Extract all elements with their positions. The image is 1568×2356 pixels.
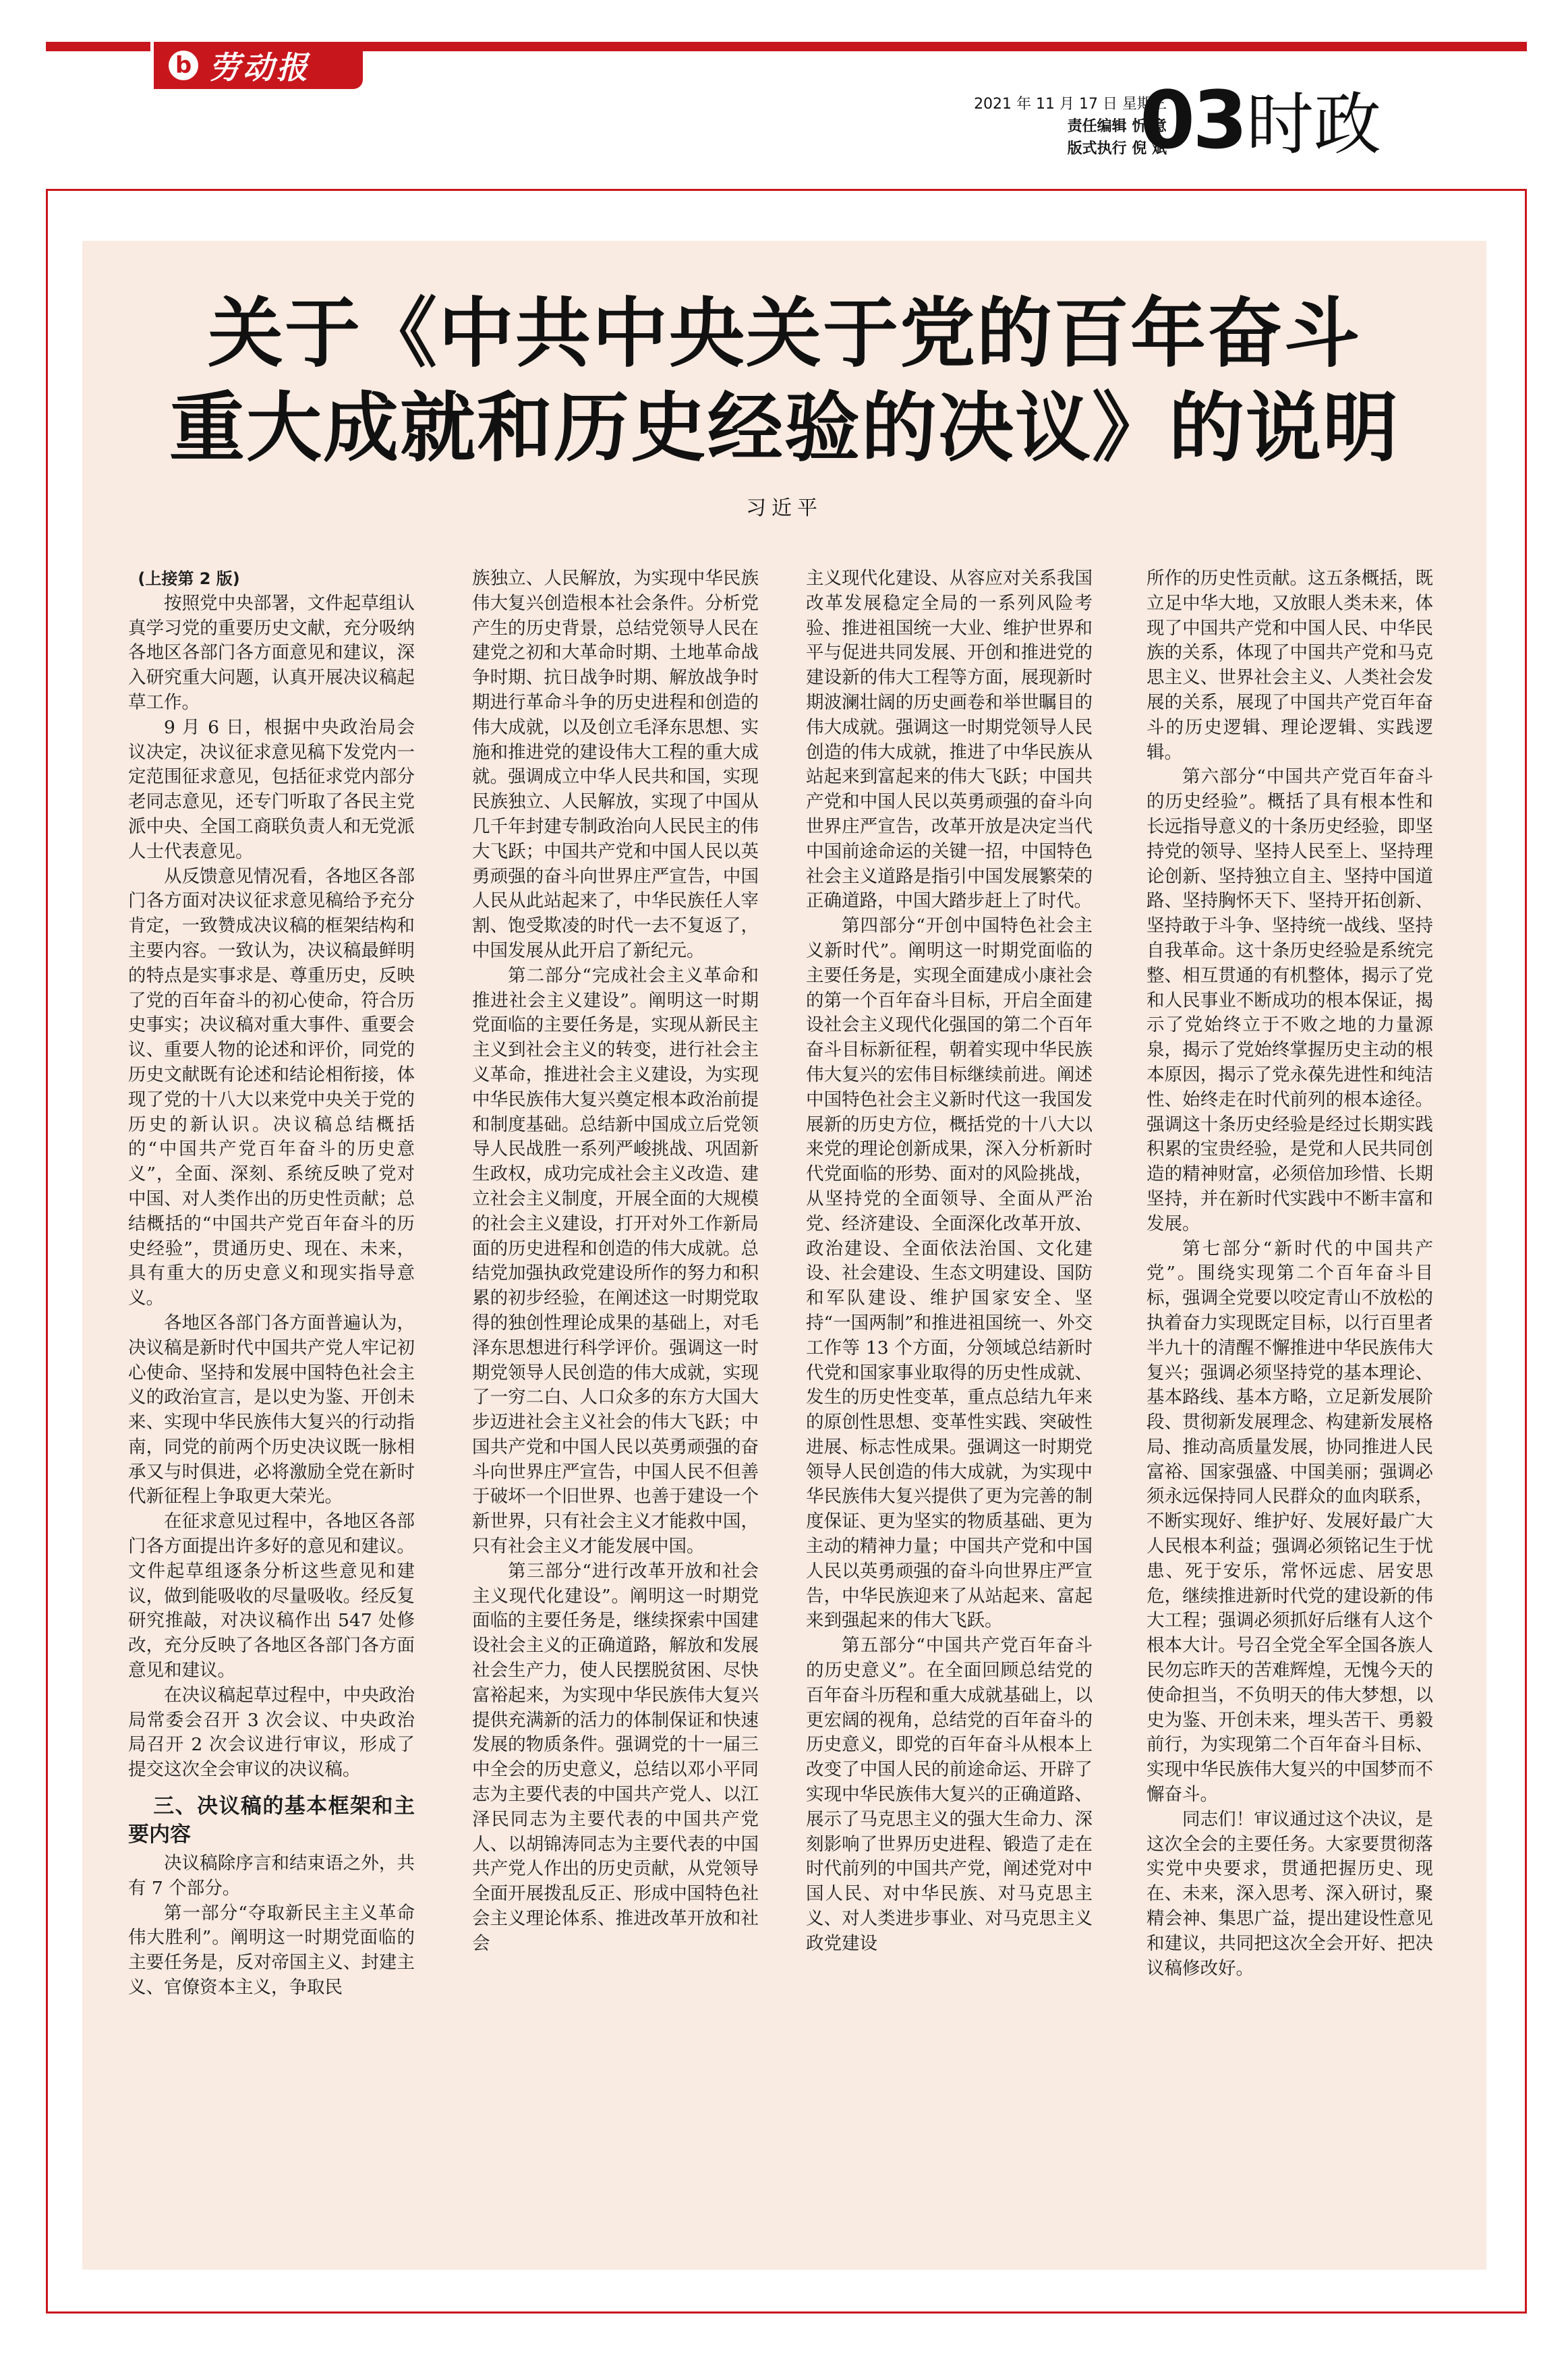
paragraph: 9 月 6 日，根据中央政治局会议决定，决议征求意见稿下发党内一定范围征求意见，包括征求党内部分老同志意见，还专门听取了各民主党派中央、全国工商联负责人和无党派人士代表意见。 [128,716,415,862]
issue-info [944,93,1167,160]
paragraph: 同志们！审议通过这个决议，是这次全会的主要任务。大家要贯彻落实党中央要求，贯通把握历史、现在、未来，深入思考、深入研讨，聚精会神、集思广益，提出建设性意见和建议，共同把这次全会开好、把决议稿修改好。 [1146,1808,1433,1979]
article-column-3 [806,567,1093,2226]
paragraph: 所作的历史性贡献。这五条概括，既立足中华大地，又放眼人类未来，体现了中国共产党和中国人民、中华民族的关系，体现了中国共产党和马克思主义、世界社会主义、人类社会发展的关系，展现了中国共产党百年奋斗的历史逻辑、理论逻辑、实践逻辑。 [1146,568,1433,763]
page-number: 03 [1140,74,1246,167]
article-title-line2: 重大成就和历史经验的决议》的说明 [169,384,1399,472]
responsible-editor: 责任编辑 忻 意 [1067,118,1167,135]
logo-text: 劳动报 [209,49,310,86]
paragraph: 从反馈意见情况看，各地区各部门各方面对决议征求意见稿给予充分肯定，一致赞成决议稿的框架结构和主要内容。一致认为，决议稿最鲜明的特点是实事求是、尊重历史，反映了党的百年奋斗的初心使命，符合历史事实；决议稿对重大事件、重要会议、重要人物的论述和评价，同党的历史文献既有论述和结论相衔接，体现了党的十八大以来党中央关于党的历史的新认识。决议稿总结概括的“中国共产党百年奋斗的历史意义”，全面、深刻、系统反映了党对中国、对人类作出的历史性贡献；总结概括的“中国共产党百年奋斗的历史经验”，贯通历史、现在、未来，具有重大的历史意义和现实指导意义。 [128,865,415,1309]
paragraph: 主义现代化建设、从容应对关系我国改革发展稳定全局的一系列风险考验、推进祖国统一大业、维护世界和平与促进共同发展、开创和推进党的建设新的伟大工程等方面，展现新时期波澜壮阔的历史画卷和举世瞩目的伟大成就。强调这一时期党领导人民创造的伟大成就，推进了中华民族从站起来到富起来的伟大飞跃；中国共产党和中国人民以英勇顽强的奋斗向世界庄严宣告，改革开放是决定当代中国前途命运的关键一招，中国特色社会主义道路是指引中国发展繁荣的正确道路，中国大踏步赶上了时代。 [806,568,1093,912]
section-name: 时政 [1246,85,1381,164]
paragraph: 第五部分“中国共产党百年奋斗的历史意义”。在全面回顾总结党的百年奋斗历程和重大成就基础上，以更宏阔的视角，总结党的百年奋斗的历史意义，即党的百年奋斗从根本上改变了中国人民的前途命运、开辟了实现中华民族伟大复兴的正确道路、展示了马克思主义的强大生命力、深刻影响了世界历史进程、锻造了走在时代前列的中国共产党，阐述党对中国人民、对中华民族、对马克思主义、对人类进步事业、对马克思主义政党建设 [806,1635,1093,1954]
top-rule-right [363,42,1527,51]
paragraph: 决议稿除序言和结束语之外，共有 7 个部分。 [128,1853,415,1899]
logo-icon: b [169,51,198,80]
continued-note: (上接第 2 版) [138,569,240,588]
paragraph: 第一部分“夺取新民主主义革命伟大胜利”。阐明这一时期党面临的主要任务是，反对帝国主义、封建主义、官僚资本主义，争取民 [128,1902,415,1999]
paragraph: 按照党中央部署，文件起草组认真学习党的重要历史文献，充分吸纳各地区各部门各方面意见和建议，深入研究重大问题，认真开展决议稿起草工作。 [128,592,415,713]
paragraph: 各地区各部门各方面普遍认为，决议稿是新时代中国共产党人牢记初心使命、坚持和发展中国特色社会主义的政治宣言，是以史为鉴、开创未来、实现中华民族伟大复兴的行动指南，同党的前两个历史决议既一脉相承又与时俱进，必将激励全党在新时代新征程上争取更大荣光。 [128,1312,415,1507]
paragraph: 第二部分“完成社会主义革命和推进社会主义建设”。阐明这一时期党面临的主要任务是，实现从新民主主义到社会主义的转变，进行社会主义革命，推进社会主义建设，为实现中华民族伟大复兴奠定根本政治前提和制度基础。总结新中国成立后党领导人民战胜一系列严峻挑战、巩固新生政权，成功完成社会主义改造、建立社会主义制度，开展全面的大规模的社会主义建设，打开对外工作新局面的历史进程和创造的伟大成就。总结党加强执政党建设所作的努力和积累的初步经验，在阐述这一时期党取得的独创性理论成果的基础上，对毛泽东思想进行科学评价。强调这一时期党领导人民创造的伟大成就，实现了一穷二白、人口众多的东方大国大步迈进社会主义社会的伟大飞跃；中国共产党和中国人民以英勇顽强的奋斗向世界庄严宣告，中国人民不但善于破坏一个旧世界、也善于建设一个新世界，只有社会主义才能救中国，只有社会主义才能发展中国。 [472,965,759,1557]
section-heading: 三、决议稿的基本框架和主要内容 [128,1794,415,1847]
article-author: 习近平 [746,496,823,520]
article-column-4 [1146,567,1433,2226]
newspaper-logo [154,42,363,89]
paragraph: 第七部分“新时代的中国共产党”。围绕实现第二个百年奋斗目标，强调全党要以咬定青山不放松的执着奋力实现既定目标，以行百里者半九十的清醒不懈推进中华民族伟大复兴；强调必须坚持党的基本理论、基本路线、基本方略，立足新发展阶段、贯彻新发展理念、构建新发展格局、推动高质量发展，协同推进人民富裕、国家强盛、中国美丽；强调必须永远保持同人民群众的血肉联系，不断实现好、维护好、发展好最广大人民根本利益；强调必须铭记生于忧患、死于安乐，常怀远虑、居安思危，继续推进新时代党的建设新的伟大工程；强调必须抓好后继有人这个根本大计。号召全党全军全国各族人民勿忘昨天的苦难辉煌，无愧今天的使命担当，不负明天的伟大梦想，以史为鉴、开创未来，埋头苦干、勇毅前行，为实现第二个百年奋斗目标、实现中华民族伟大复兴的中国梦而不懈奋斗。 [1146,1238,1433,1806]
article-column-2 [472,567,759,2226]
paragraph: 在决议稿起草过程中，中央政治局常委会召开 3 次会议、中央政治局召开 2 次会议进行审议，形成了提交这次全会审议的决议稿。 [128,1684,415,1781]
paragraph: 族独立、人民解放，为实现中华民族伟大复兴创造根本社会条件。分析党产生的历史背景，总结党领导人民在建党之初和大革命时期、土地革命战争时期、抗日战争时期、解放战争时期进行革命斗争的历史进程和创造的伟大成就，以及创立毛泽东思想、实施和推进党的建设伟大工程的重大成就。强调成立中华人民共和国，实现民族独立、人民解放，实现了中国从几千年封建专制政治向人民民主的伟大飞跃；中国共产党和中国人民以英勇顽强的奋斗向世界庄严宣告，中国人民从此站起来了，中华民族任人宰割、饱受欺凌的时代一去不复返了，中国发展从此开启了新纪元。 [472,568,759,961]
paragraph: 第六部分“中国共产党百年奋斗的历史经验”。概括了具有根本性和长远指导意义的十条历史经验，即坚持党的领导、坚持人民至上、坚持理论创新、坚持独立自主、坚持中国道路、坚持胸怀天下、坚持开拓创新、坚持敢于斗争、坚持统一战线、坚持自我革命。这十条历史经验是系统完整、相互贯通的有机整体，揭示了党和人民事业不断成功的根本保证，揭示了党始终立于不败之地的力量源泉，揭示了党始终掌握历史主动的根本原因，揭示了党永葆先进性和纯洁性、始终走在时代前列的根本途径。强调这十条历史经验是经过长期实践积累的宝贵经验，是党和人民共同创造的精神财富，必须倍加珍惜、长期坚持，并在新时代实践中不断丰富和发展。 [1146,766,1433,1234]
paragraph: 在征求意见过程中，各地区各部门各方面提出许多好的意见和建议。文件起草组逐条分析这些意见和建议，做到能吸收的尽量吸收。经反复研究推敲，对决议稿作出 547 处修改，充分反映了各地区各部门各方面意见和建议。 [128,1511,415,1682]
issue-date: 2021 年 11 月 17 日 星期三 [974,96,1167,113]
paragraph: 第四部分“开创中国特色社会主义新时代”。阐明这一时期党面临的主要任务是，实现全面建成小康社会的第一个百年奋斗目标，开启全面建设社会主义现代化强国的第二个百年奋斗目标新征程，朝着实现中华民族伟大复兴的宏伟目标继续前进。阐述中国特色社会主义新时代这一我国发展新的历史方位，概括党的十八大以来党的理论创新成果，深入分析新时代党面临的形势、面对的风险挑战，从坚持党的全面领导、全面从严治党、经济建设、全面深化改革开放、政治建设、全面依法治国、文化建设、社会建设、生态文明建设、国防和军队建设、维护国家安全、坚持“一国两制”和推进祖国统一、外交工作等 13 个方面，分领域总结新时代党和国家事业取得的历史性成就、发生的历史性变革，重点总结九年来的原创性思想、变革性实践、突破性进展、标志性成果。强调这一时期党领导人民创造的伟大成就，为实现中华民族伟大复兴提供了更为完善的制度保证、更为坚实的物质基础、更为主动的精神力量；中国共产党和中国人民以英勇顽强的奋斗向世界庄严宣告，中华民族迎来了从站起来、富起来到强起来的伟大飞跃。 [806,915,1093,1632]
article-column-1 [128,567,415,2226]
article-title-line1: 关于《中共中央关于党的百年奋斗 [208,289,1361,378]
top-rule-left [46,42,150,51]
paragraph: 第三部分“进行改革开放和社会主义现代化建设”。阐明这一时期党面临的主要任务是，继续探索中国建设社会主义的正确道路，解放和发展社会生产力，使人民摆脱贫困、尽快富裕起来，为实现中华民族伟大复兴提供充满新的活力的体制保证和快速发展的物质条件。强调党的十一届三中全会的历史意义，总结以邓小平同志为主要代表的中国共产党人、以江泽民同志为主要代表的中国共产党人、以胡锦涛同志为主要代表的中国共产党人作出的历史贡献，从党领导全面开展拨乱反正、形成中国特色社会主义理论体系、推进改革开放和社会 [472,1560,759,1954]
layout-editor: 版式执行 倪 斌 [1067,140,1167,157]
